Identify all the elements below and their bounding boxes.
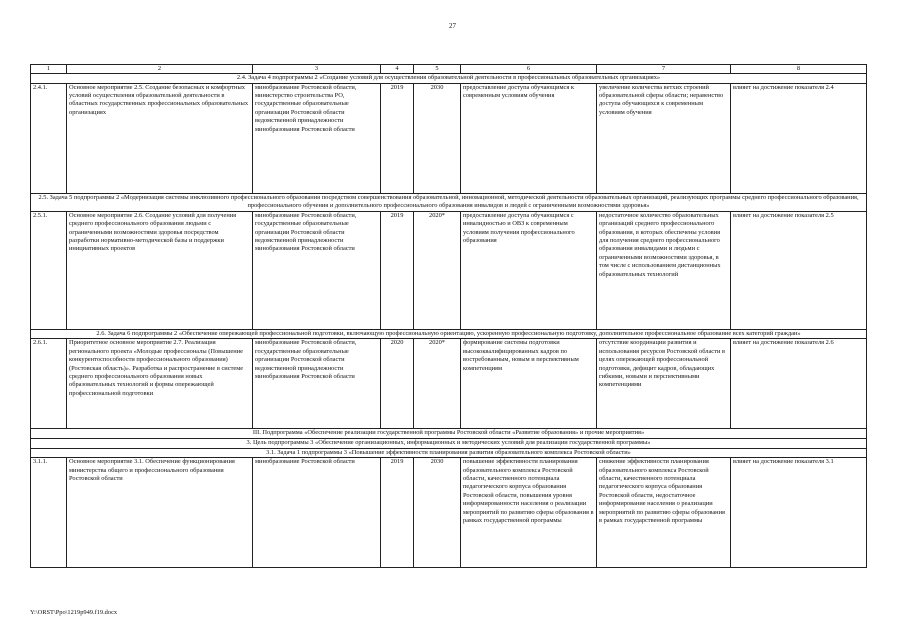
document-file-path: Y:\ORST\Ppo\1219p949.f19.docx [30,609,118,616]
indicator-link-cell: влияет на достижение показателя 2.6 [731,339,867,429]
start-year-cell: 2019 [381,211,414,329]
column-number-3: 3 [253,65,381,74]
end-year-cell: 2030 [414,458,461,568]
row-number: 2.4.1. [31,83,67,193]
row-number: 2.6.1. [31,339,67,429]
section-row-2-6 [31,329,867,339]
end-year-cell: 2030 [414,83,461,193]
indicator-link-cell: влияет на достижение показателя 2.5 [731,211,867,329]
end-year-cell: 2020* [414,211,461,329]
program-activities-table [30,64,867,568]
page-number: 27 [449,22,456,30]
section-row-2-4 [31,74,867,84]
consequence-cell: снижение эффективности планирования образовательного комплекса Ростовской области, качественного потенциала педагогического корпуса образования Ростовской области, недостаточное информирование населения о реализации мероприятий по развитию сферы образования в рамках государственной программы [597,458,731,568]
table-row-2-5-1 [31,211,867,329]
column-number-2: 2 [67,65,253,74]
table-row-2-6-1 [31,339,867,429]
column-number-8: 8 [731,65,867,74]
activity-cell: Основное мероприятие 2.5. Создание безопасных и комфортных условий осуществления образовательной деятельности в областных государственных профессиональных образовательных организациях [67,83,253,193]
executor-cell: минобразование Ростовской области, министерство строительства РО, государственные образовательные организации Ростовской области ведомственной принадлежности минобразования Ростовской области [253,83,381,193]
executor-cell: минобразование Ростовской области [253,458,381,568]
section-row-2-5 [31,193,867,211]
section-row-III [31,429,867,439]
end-year-cell: 2020* [414,339,461,429]
column-number-5: 5 [414,65,461,74]
section-title-2-4: 2.4. Задача 4 подпрограммы 2 «Создание условий для осуществления образовательной деятельности в профессиональных образовательных организациях» [31,74,867,84]
column-number-6: 6 [461,65,597,74]
table-header-row [31,65,867,74]
indicator-link-cell: влияет на достижение показателя 2.4 [731,83,867,193]
section-title-3-1: 3.1. Задача 1 подпрограммы 3 «Повышение эффективности планирования развития образовательного комплекса Ростовской области» [31,448,867,458]
start-year-cell: 2020 [381,339,414,429]
result-cell: формирование системы подготовки высококвалифицированных кадров по востребованным, новым и перспективным компетенциям [461,339,597,429]
row-number: 3.1.1. [31,458,67,568]
executor-cell: минобразование Ростовской области, государственные образовательные организации Ростовской области ведомственной принадлежности минобразования Ростовской области [253,211,381,329]
section-title-2-6: 2.6. Задача 6 подпрограммы 2 «Обеспечение опережающей профессиональной подготовки, включающую профессиональную ориентацию, ускоренную профессиональную подготовку, дополнительное профессиональное образование всех категорий граждан» [31,329,867,339]
section-row-3-1 [31,448,867,458]
consequence-cell: отсутствие координации развития и использования ресурсов Ростовской области в целях опережающей профессиональной подготовки, дефицит кадров, обладающих гибкими, новыми и перспективными компетенциями [597,339,731,429]
table-row-3-1-1 [31,458,867,568]
section-row-3 [31,438,867,448]
result-cell: повышение эффективности планирования образовательного комплекса Ростовской области, качественного потенциала педагогического корпуса образования Ростовской области, повышения уровня информированности населения о реализации мероприятий по развитию сферы образования в рамках государственной программы [461,458,597,568]
column-number-1: 1 [31,65,67,74]
goal-title-3: 3. Цель подпрограммы 3 «Обеспечение организационных, информационных и методических условий для реализации государственной программы» [31,438,867,448]
start-year-cell: 2019 [381,83,414,193]
indicator-link-cell: влияет на достижение показателя 3.1 [731,458,867,568]
result-cell: предоставление доступа обучающимся с инвалидностью и ОВЗ к современным условиям получения профессионального образования [461,211,597,329]
column-number-7: 7 [597,65,731,74]
activity-cell: Основное мероприятие 2.6. Создание условий для получения среднего профессионального образования людьми с ограниченными возможностями здоровья посредством разработки нормативно-методической базы и поддержки инициативных проектов [67,211,253,329]
section-title-2-5: 2.5. Задача 5 подпрограммы 2 «Модернизация системы инклюзивного профессионального образования посредством совершенствования образовательной, инновационной, методической деятельности образовательных организаций, реализующих программы среднего профессионального образования, профессионального обучения и дополнительного профессионального образования инвалидов и людей с ограниченными возможностями здоровья» [31,193,867,211]
activity-cell: Приоритетное основное мероприятие 2.7. Реализация регионального проекта «Молодые профессионалы (Повышение конкурентоспособности профессионального образования) (Ростовская область)». Разработка и распространение в системе среднего профессионального образования новых образовательных технологий и формы опережающей профессиональной подготовки [67,339,253,429]
start-year-cell: 2019 [381,458,414,568]
result-cell: предоставление доступа обучающимся к современным условиям обучения [461,83,597,193]
column-number-4: 4 [381,65,414,74]
activity-cell: Основное мероприятие 3.1. Обеспечение функционирования министерства общего и профессионального образования Ростовской области [67,458,253,568]
table-row-2-4-1 [31,83,867,193]
executor-cell: минобразование Ростовской области, государственные образовательные организации Ростовской области ведомственной принадлежности минобразования Ростовской области [253,339,381,429]
row-number: 2.5.1. [31,211,67,329]
subprogram-title-III: III. Подпрограмма «Обеспечение реализации государственной программы Ростовской области «Развитие образования» и прочие мероприятия» [31,429,867,439]
consequence-cell: недостаточное количество образовательных организаций среднего профессионального образования, в которых обеспечены условия для получения среднего профессионального образования инвалидами и людьми с ограниченными возможностями здоровья, в том числе с использованием дистанционных образовательных технологий [597,211,731,329]
consequence-cell: увеличение количества ветхих строений образовательной сферы области; неравенство доступа обучающихся к современным условиям обучения [597,83,731,193]
